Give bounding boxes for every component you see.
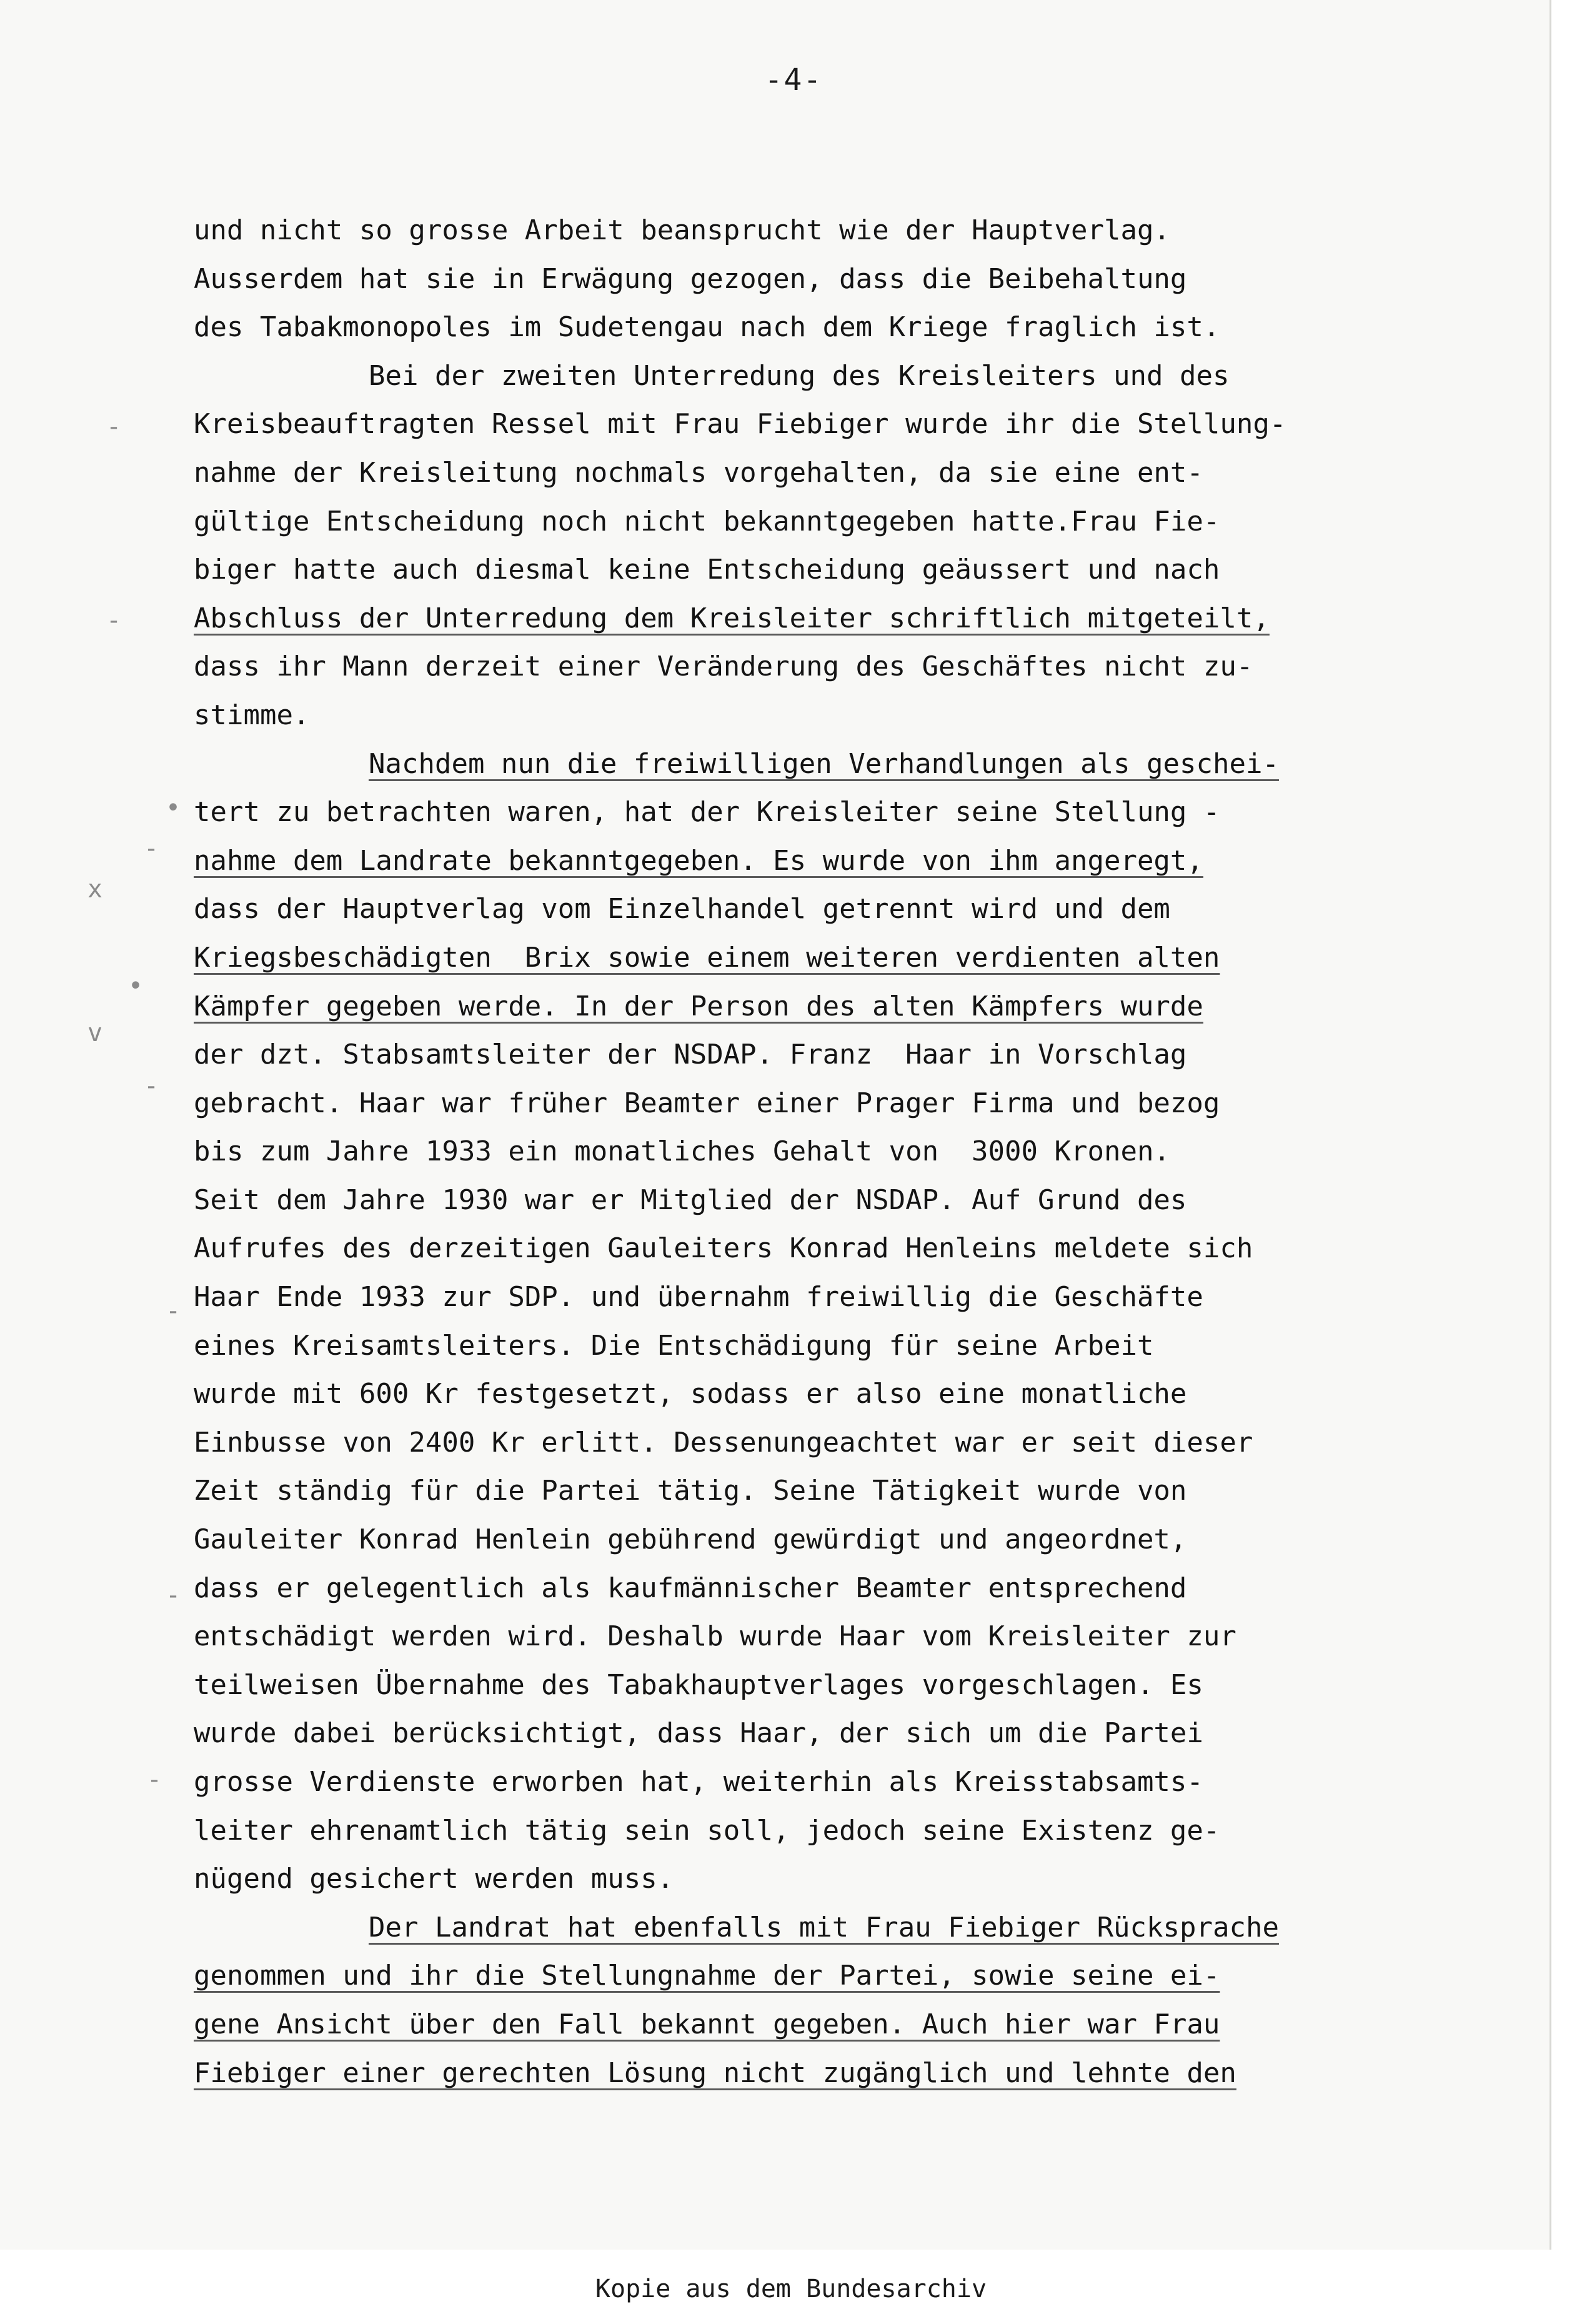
text-line-content: gene Ansicht über den Fall bekannt gegeben. Auch hier war Frau [194, 2008, 1220, 2040]
text-line [194, 982, 1493, 1031]
text-line-content: der dzt. Stabsamtsleiter der NSDAP. Franz Haar in Vorschlag [194, 1039, 1187, 1071]
margin-dash-mark: - [144, 834, 159, 863]
text-line [194, 1758, 1493, 1807]
text-line-content: Kriegsbeschädigten Brix sowie einem weiteren verdienten alten [194, 941, 1220, 974]
text-line [194, 788, 1493, 837]
text-line [194, 740, 1493, 789]
text-line-content: Zeit ständig für die Partei tätig. Seine Tätigkeit wurde von [194, 1475, 1187, 1507]
text-line-content: Fiebiger einer gerechten Lösung nicht zugänglich und lehnte den [194, 2057, 1236, 2089]
text-line-content: genommen und ihr die Stellungnahme der Partei, sowie seine ei- [194, 1960, 1220, 1992]
text-line-content: nahme der Kreisleitung nochmals vorgehalten, da sie eine ent- [194, 456, 1203, 489]
margin-dash-mark: - [147, 1765, 162, 1794]
text-line [194, 594, 1493, 643]
text-line-content: eines Kreisamtsleiters. Die Entschädigung für seine Arbeit [194, 1329, 1154, 1362]
text-line [194, 255, 1493, 304]
text-line [194, 642, 1493, 691]
text-line [194, 691, 1493, 740]
text-line [194, 1467, 1493, 1515]
text-line [194, 206, 1493, 255]
margin-dash-mark: • [166, 794, 181, 822]
text-line [194, 1564, 1493, 1613]
text-line-content: und nicht so grosse Arbeit beansprucht wie der Hauptverlag. [194, 214, 1170, 246]
text-line-content: Aufrufes des derzeitigen Gauleiters Konrad Henleins meldete sich [194, 1232, 1253, 1265]
margin-dash-mark: - [106, 412, 122, 441]
text-line [194, 400, 1493, 449]
margin-x-mark: x [87, 875, 103, 904]
text-line-content: Kämpfer gegeben werde. In der Person des alten Kämpfers wurde [194, 990, 1203, 1022]
text-line [194, 1612, 1493, 1661]
text-line-content: dass der Hauptverlag vom Einzelhandel getrennt wird und dem [194, 893, 1170, 925]
text-line [194, 449, 1493, 497]
text-line [194, 1127, 1493, 1176]
text-line-content: teilweisen Übernahme des Tabakhauptverlages vorgeschlagen. Es [194, 1668, 1203, 1701]
page-number: -4- [764, 62, 823, 97]
text-line [194, 1176, 1493, 1225]
text-line [194, 1322, 1493, 1370]
text-line-content: biger hatte auch diesmal keine Entscheidung geäussert und nach [194, 554, 1220, 586]
text-line-content: Abschluss der Unterredung dem Kreisleiter schriftlich mitgeteilt, [194, 602, 1270, 634]
text-line-content: wurde dabei berücksichtigt, dass Haar, der sich um die Partei [194, 1717, 1203, 1750]
text-line-content: dass ihr Mann derzeit einer Veränderung des Geschäftes nicht zu- [194, 651, 1253, 683]
text-line-content: bis zum Jahre 1933 ein monatliches Gehalt von 3000 Kronen. [194, 1135, 1170, 1168]
archive-footer: Kopie aus dem Bundesarchiv [595, 2275, 987, 2303]
text-line-content: entschädigt werden wird. Deshalb wurde Haar vom Kreisleiter zur [194, 1620, 1236, 1653]
text-line-content: wurde mit 600 Kr festgesetzt, sodass er also eine monatliche [194, 1378, 1187, 1410]
text-line-content: Bei der zweiten Unterredung des Kreisleiters und des [369, 359, 1230, 392]
margin-dash-mark: - [144, 1072, 159, 1100]
text-line-content: Haar Ende 1933 zur SDP. und übernahm freiwillig die Geschäfte [194, 1281, 1203, 1314]
margin-dash-mark: - [106, 606, 122, 635]
margin-dash-mark: - [166, 1297, 181, 1325]
text-line-content: grosse Verdienste erworben hat, weiterhin als Kreisstabsamts- [194, 1766, 1203, 1798]
text-line [194, 1370, 1493, 1419]
text-line [194, 885, 1493, 934]
margin-dash-mark: • [128, 972, 144, 1000]
text-line-content: Ausserdem hat sie in Erwägung gezogen, dass die Beibehaltung [194, 262, 1187, 295]
text-line-content: Der Landrat hat ebenfalls mit Frau Fiebiger Rücksprache [369, 1911, 1279, 1943]
text-line-content: tert zu betrachten waren, hat der Kreisleiter seine Stellung - [194, 796, 1220, 829]
text-line-content: Kreisbeauftragten Ressel mit Frau Fiebiger wurde ihr die Stellung- [194, 408, 1286, 441]
text-line [194, 1224, 1493, 1273]
text-line-content: Seit dem Jahre 1930 war er Mitglied der NSDAP. Auf Grund des [194, 1184, 1187, 1216]
margin-v-mark: v [87, 1019, 103, 1047]
text-line-content: stimme. [194, 699, 310, 731]
text-line-content: gebracht. Haar war früher Beamter einer Prager Firma und bezog [194, 1087, 1220, 1119]
text-line [194, 1273, 1493, 1322]
text-line [194, 303, 1493, 352]
text-line-content: Nachdem nun die freiwilligen Verhandlungen als geschei- [369, 747, 1279, 780]
text-line [194, 546, 1493, 594]
text-line [194, 1903, 1493, 1952]
text-line [194, 1030, 1493, 1079]
text-line [194, 352, 1493, 401]
text-line [194, 934, 1493, 982]
text-line [194, 1079, 1493, 1128]
text-line-content: Gauleiter Konrad Henlein gebührend gewürdigt und angeordnet, [194, 1524, 1187, 1556]
margin-dash-mark: - [166, 1581, 181, 1610]
text-line [194, 497, 1493, 546]
text-line [194, 1952, 1493, 2000]
typewritten-body [194, 206, 1493, 2097]
text-line [194, 1807, 1493, 1855]
text-line [194, 1515, 1493, 1564]
text-line-content: des Tabakmonopoles im Sudetengau nach dem Kriege fraglich ist. [194, 311, 1220, 344]
text-line [194, 1419, 1493, 1467]
text-line [194, 1661, 1493, 1710]
text-line [194, 1709, 1493, 1758]
text-line-content: leiter ehrenamtlich tätig sein soll, jedoch seine Existenz ge- [194, 1814, 1220, 1847]
text-line-content: Einbusse von 2400 Kr erlitt. Dessenungeachtet war er seit dieser [194, 1426, 1253, 1459]
text-line-content: nügend gesichert werden muss. [194, 1863, 674, 1895]
text-line-content: dass er gelegentlich als kaufmännischer Beamter entsprechend [194, 1572, 1187, 1604]
text-line [194, 2000, 1493, 2049]
text-line [194, 2049, 1493, 2098]
text-line [194, 837, 1493, 885]
text-line-content: gültige Entscheidung noch nicht bekanntgegeben hatte.Frau Fie- [194, 505, 1220, 537]
text-line-content: nahme dem Landrate bekanntgegeben. Es wurde von ihm angeregt, [194, 844, 1203, 877]
text-line [194, 1855, 1493, 1903]
